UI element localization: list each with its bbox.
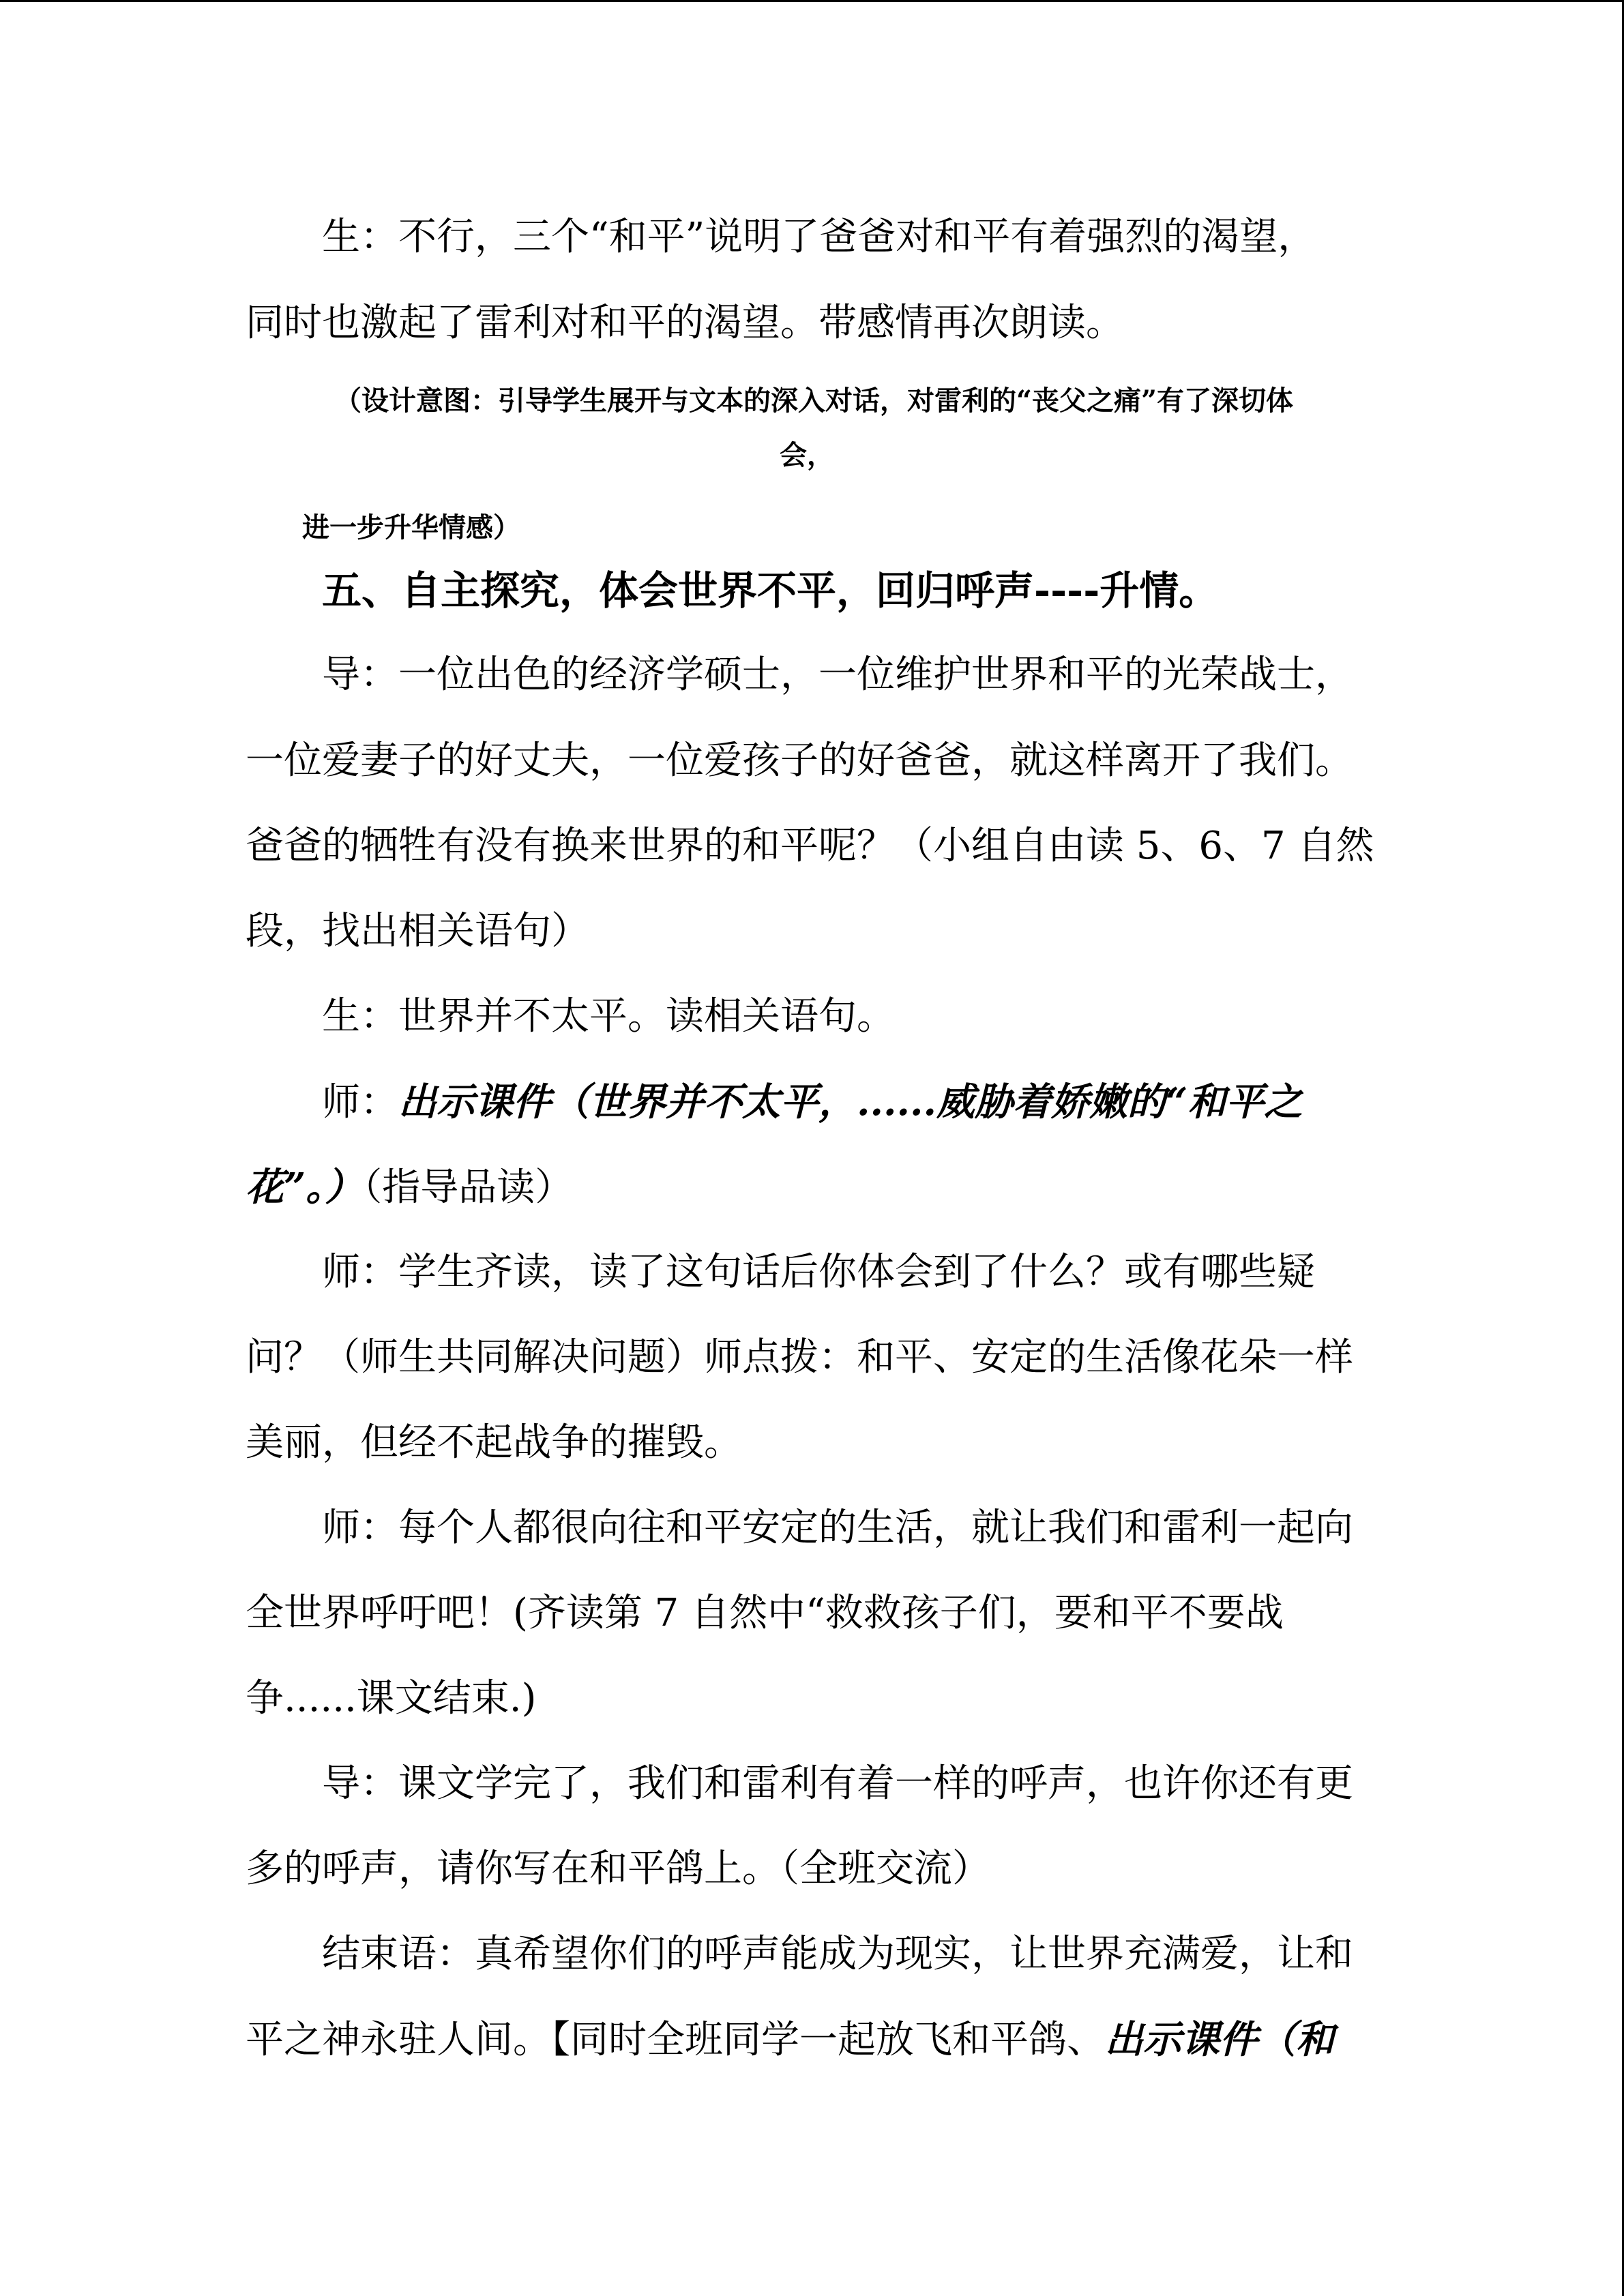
paragraph-line: 美丽，但经不起战争的摧毁。 [246, 1420, 742, 1465]
paragraph-line: 爸爸的牺牲有没有换来世界的和平呢？（小组自由读 5、6、7 自然 [246, 824, 1374, 868]
paragraph-line: 全世界呼吁吧！(齐读第 7 自然中“救救孩子们，要和平不要战 [246, 1591, 1284, 1635]
design-note-line: （设计意图：引导学生展开与文本的深入对话，对雷利的“丧父之痛”有了深切体 [334, 385, 1294, 417]
design-note-line: 进一步升华情感） [302, 511, 520, 543]
courseware-emphasis: 出示课件（世界并不太平，......威胁着娇嫩的“和平之 [398, 1079, 1303, 1124]
paragraph-line: 结束语：真希望你们的呼声能成为现实，让世界充满爱，让和 [322, 1932, 1353, 1976]
paragraph-line: 多的呼声，请你写在和平鸽上。（全班交流） [246, 1847, 990, 1891]
paragraph-line [246, 2015, 1334, 2064]
paragraph-line: 生：不行，三个“和平”说明了爸爸对和平有着强烈的渴望， [322, 215, 1316, 259]
paragraph-line: 段，找出相关语句） [246, 909, 589, 953]
speaker-label: 师： [322, 1080, 398, 1124]
paragraph-line: 一位爱妻子的好丈夫，一位爱孩子的好爸爸，就这样离开了我们。 [246, 739, 1353, 783]
courseware-emphasis: 出示课件（和 [1105, 2017, 1334, 2062]
paragraph-line [322, 1077, 1302, 1127]
courseware-emphasis: 花”。） [246, 1165, 364, 1210]
paragraph-line: 师：学生齐读，读了这句话后你体会到了什么？或有哪些疑 [322, 1250, 1315, 1294]
section-heading: 五、自主探究，体会世界不平，回归呼声----升情。 [322, 567, 1219, 614]
paragraph-line: 问？（师生共同解决问题）师点拨：和平、安定的生活像花朵一样 [246, 1335, 1353, 1380]
paragraph-line: 师：每个人都很向往和平安定的生活，就让我们和雷利一起向 [322, 1506, 1353, 1550]
paragraph-line [246, 1163, 573, 1212]
design-note-line: 会， [780, 439, 834, 471]
paragraph-line: 生：世界并不太平。读相关语句。 [322, 994, 895, 1039]
paragraph-line: 同时也激起了雷利对和平的渴望。带感情再次朗读。 [246, 301, 1124, 345]
paragraph-line: 争......课文结束.) [246, 1676, 537, 1720]
teacher-instruction: （指导品读） [363, 1165, 574, 1210]
closing-text: 平之神永驻人间。【同时全班同学一起放飞和平鸽、 [246, 2018, 1105, 2062]
paragraph-line: 导：一位出色的经济学硕士，一位维护世界和平的光荣战士， [322, 653, 1353, 697]
paragraph-line: 导：课文学完了，我们和雷利有着一样的呼声，也许你还有更 [322, 1761, 1353, 1806]
